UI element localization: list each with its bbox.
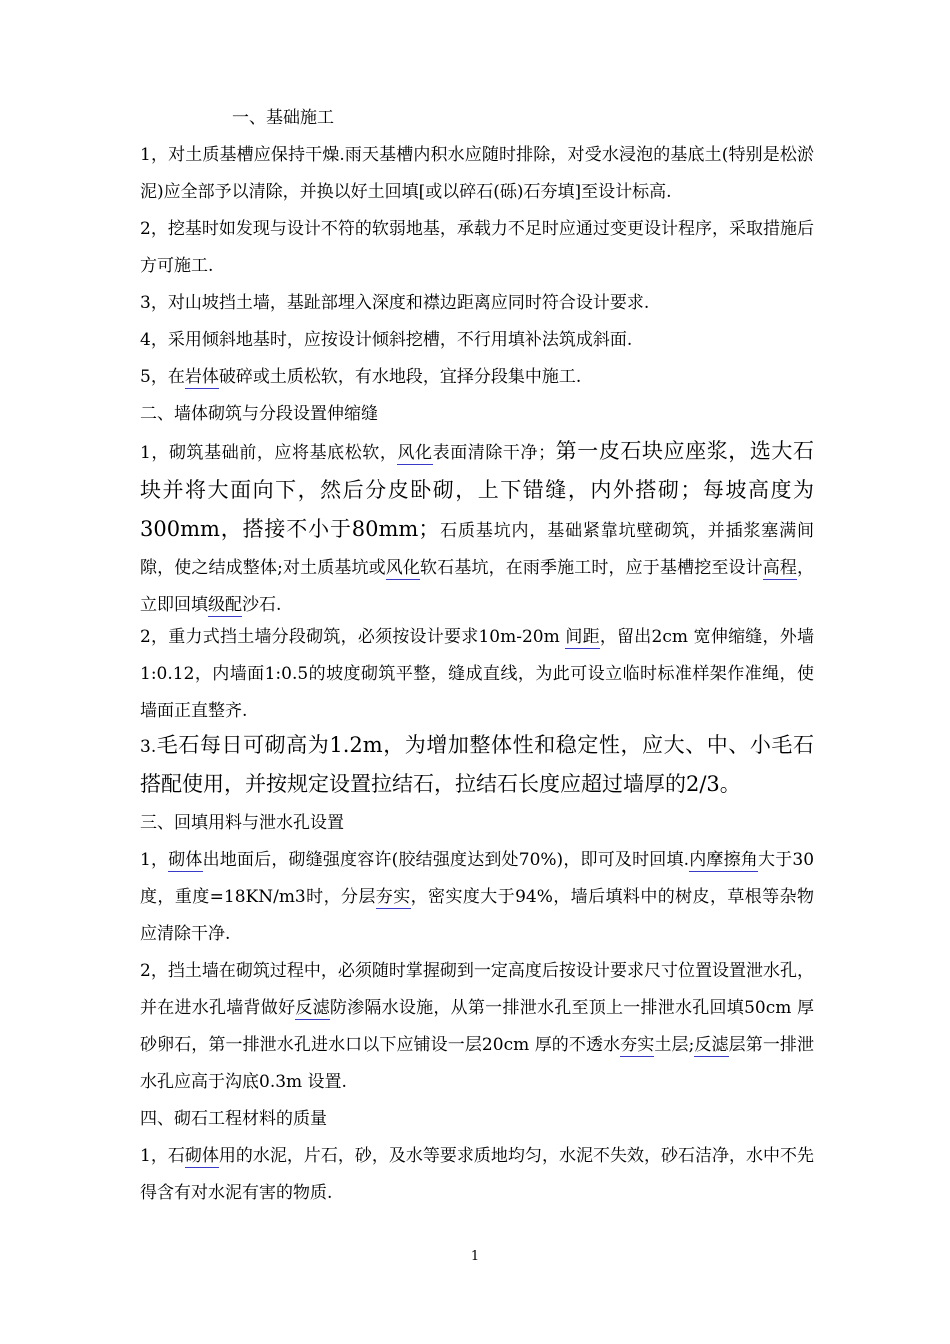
paragraph-1-3: 3，对山坡挡土墙，基趾部埋入深度和襟边距离应同时符合设计要求.: [140, 293, 650, 313]
paragraph-2-3: 3.毛石每日可砌高为1.2m，为增加整体性和稳定性，应大、中、小毛石搭配使用，并按规定设置拉结石，拉结石长度应超过墙厚的2/3。: [140, 733, 814, 796]
underlined-term: 风化: [397, 443, 433, 463]
underlined-term: 反滤: [295, 998, 330, 1018]
section-heading-1: 一、基础施工: [232, 108, 334, 128]
section-heading-2: 二、墙体砌筑与分段设置伸缩缝: [140, 404, 378, 424]
underlined-term: 夯实: [375, 887, 411, 907]
paragraph-1-1: 1，对土质基槽应保持干燥.雨天基槽内积水应随时排除，对受水浸泡的基底土(特别是松淤泥)应全部予以清除，并换以好土回填[或以碎石(砾)石夯填]至设计标高.: [140, 145, 814, 202]
paragraph-1-2: 2，挖基时如发现与设计不符的软弱地基，承载力不足时应通过变更设计程序，采取措施后方可施工.: [140, 219, 814, 276]
paragraph-4-1: 1，石砌体用的水泥，片石，砂，及水等要求质地均匀，水泥不失效，砂石洁净，水中不先得含有对水泥有害的物质.: [140, 1146, 815, 1203]
section-heading-4: 四、砌石工程材料的质量: [140, 1109, 327, 1129]
underlined-term: 高程: [762, 558, 798, 578]
underlined-term: 夯实: [620, 1035, 655, 1055]
underlined-term: 反滤: [694, 1035, 729, 1055]
underlined-term: 级配: [208, 595, 242, 615]
paragraph-3-1: 1，砌体出地面后，砌缝强度容许(胶结强度达到处70%)，即可及时回填.内摩擦角大于30度，重度=18KN/m3时，分层夯实，密实度大于94%，墙后填料中的树皮，草根等杂物应清除干净.: [140, 850, 815, 944]
underlined-term: 砌体: [184, 1146, 219, 1166]
page-number: 1: [470, 1249, 480, 1264]
enlarged-text: 第一皮石块应座浆，选大石块并将大面向下，然后分皮卧砌，上下错缝，内外搭砌；每坡高度为300mm，搭接不小于80mm；: [140, 439, 815, 541]
underlined-term: 砌体: [168, 850, 203, 870]
section-heading-3: 三、回填用料与泄水孔设置: [140, 813, 344, 833]
paragraph-3-2: 2，挡土墙在砌筑过程中，必须随时掌握砌到一定高度后按设计要求尺寸位置设置泄水孔，并在进水孔墙背做好反滤防渗隔水设施，从第一排泄水孔至顶上一排泄水孔回填50cm 厚砂卵石，第一排泄水孔进水口以下应铺设一层20cm 厚的不透水夯实土层;反滤层第一排泄水孔应高于沟底0.3m 设置.: [140, 961, 815, 1092]
paragraph-2-1: 1，砌筑基础前，应将基底松软，风化表面清除干净；第一皮石块应座浆，选大石块并将大面向下，然后分皮卧砌，上下错缝，内外搭砌；每坡高度为300mm，搭接不小于80mm；石质基坑内，基础紧靠坑壁砌筑，并插浆塞满间隙，使之结成整体;对土质基坑或风化软石基坑，在雨季施工时，应于基槽挖至设计高程，立即回填级配沙石.: [140, 439, 815, 615]
paragraph-2-2: 2，重力式挡土墙分段砌筑，必须按设计要求10m-20m 间距，留出2cm 宽伸缩缝，外墙1:0.12，内墙面1:0.5的坡度砌筑平整，缝成直线，为此可设立临时标准样架作准绳，使墙面正直整齐.: [140, 627, 814, 721]
underlined-term: 岩体: [184, 367, 219, 387]
paragraph-1-5: 5，在岩体破碎或土质松软，有水地段，宜择分段集中施工.: [140, 367, 582, 387]
paragraph-1-4: 4，采用倾斜地基时，应按设计倾斜挖槽，不行用填补法筑成斜面.: [140, 330, 633, 350]
underlined-term: 内摩擦角: [689, 850, 758, 870]
underlined-term: 间距: [565, 627, 600, 647]
underlined-term: 风化: [385, 558, 421, 578]
